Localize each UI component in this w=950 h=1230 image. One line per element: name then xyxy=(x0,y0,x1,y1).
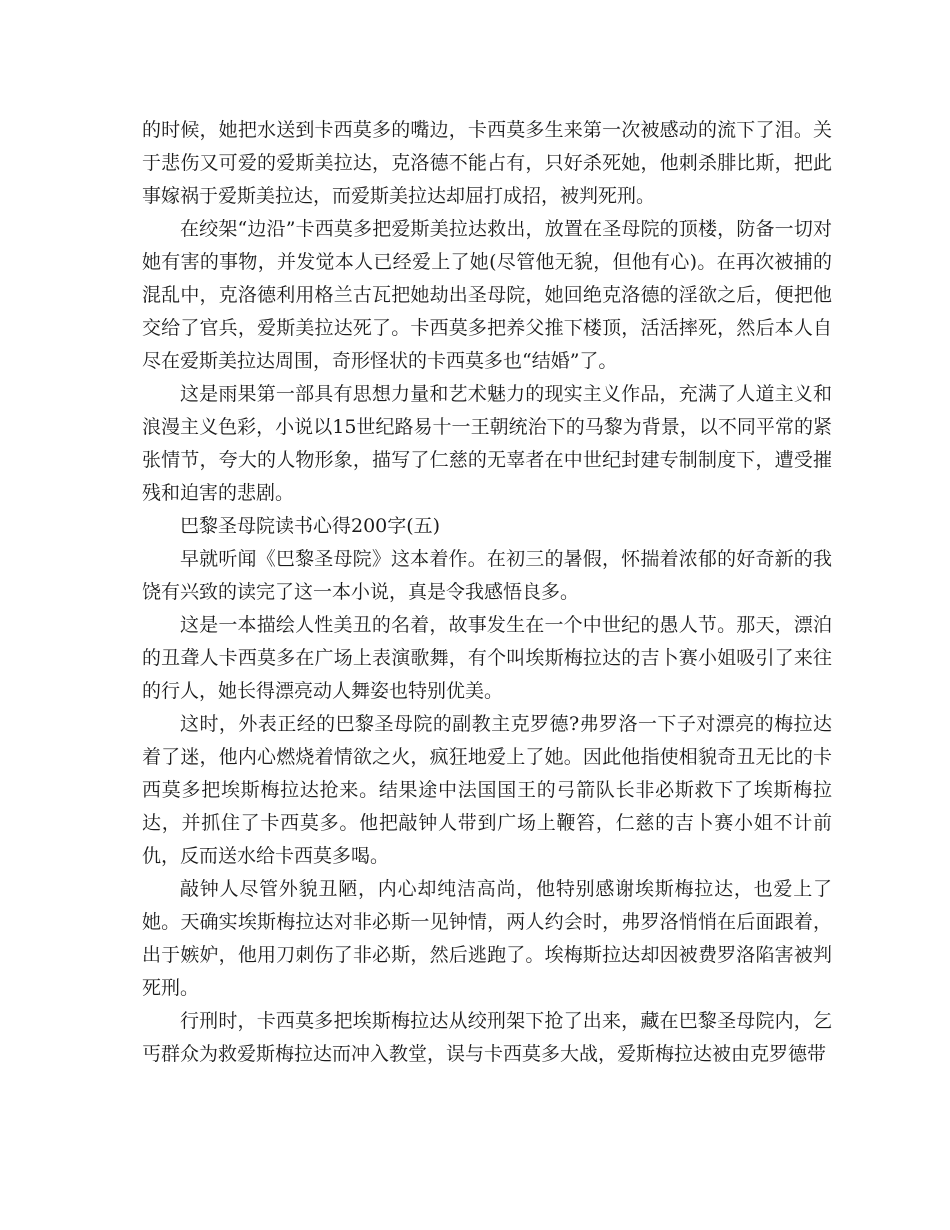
paragraph-frollo: 这时，外表正经的巴黎圣母院的副教主克罗德?弗罗洛一下子对漂亮的梅拉达着了迷，他内心燃烧着情欲之火，疯狂地爱上了她。因此他指使相貌奇丑无比的卡西莫多把埃斯梅拉达抢来。结果途中法国国王的弓箭队长非必斯救下了埃斯梅拉达，并抓住了卡西莫多。他把敲钟人带到广场上鞭笞，仁慈的吉卜赛小姐不计前仇，反而送水给卡西莫多喝。 xyxy=(142,713,832,867)
paragraph-rescue: 在绞架“边沿”卡西莫多把爱斯美拉达救出，放置在圣母院的顶楼，防备一切对她有害的事物，并发觉本人已经爱上了她(尽管他无貌，但他有心)。在再次被捕的混乱中，克洛德利用格兰古瓦把她劫出圣母院，她回绝克洛德的淫欲之后，便把他交给了官兵，爱斯美拉达死了。卡西莫多把养父推下楼顶，活活摔死，然后本人自尽在爱斯美拉达周围，奇形怪状的卡西莫多也“结婚”了。 xyxy=(142,218,832,372)
paragraph-continuation: 的时候，她把水送到卡西莫多的嘴边，卡西莫多生来第一次被感动的流下了泪。关于悲伤又可爱的爱斯美拉达，克洛德不能占有，只好杀死她，他刺杀腓比斯，把此事嫁祸于爱斯美拉达，而爱斯美拉达却屈打成招，被判死刑。 xyxy=(142,119,832,207)
paragraph-execution: 行刑时，卡西莫多把埃斯梅拉达从绞刑架下抢了出来，藏在巴黎圣母院内，乞丐群众为救爱斯梅拉达而冲入教堂，误与卡西莫多大战，爱斯梅拉达被由克罗德带 xyxy=(142,1010,832,1065)
paragraph-story-start: 这是一本描绘人性美丑的名着，故事发生在一个中世纪的愚人节。那天，漂泊的丑聋人卡西莫多在广场上表演歌舞，有个叫埃斯梅拉达的吉卜赛小姐吸引了来往的行人，她长得漂亮动人舞姿也特别优美。 xyxy=(142,614,832,702)
paragraph-bellringer: 敲钟人尽管外貌丑陋，内心却纯洁高尚，他特别感谢埃斯梅拉达，也爱上了她。天确实埃斯梅拉达对非必斯一见钟情，两人约会时，弗罗洛悄悄在后面跟着，出于嫉妒，他用刀刺伤了非必斯，然后逃跑了。埃梅斯拉达却因被费罗洛陷害被判死刑。 xyxy=(142,878,832,999)
document-page xyxy=(142,114,832,1071)
section-heading: 巴黎圣母院读书心得200字(五) xyxy=(180,515,441,537)
paragraph-summary: 这是雨果第一部具有思想力量和艺术魅力的现实主义作品，充满了人道主义和浪漫主义色彩，小说以15世纪路易十一王朝统治下的马黎为背景，以不同平常的紧张情节，夸大的人物形象，描写了仁慈的无辜者在中世纪封建专制制度下，遭受摧残和迫害的悲剧。 xyxy=(142,383,832,504)
paragraph-intro: 早就听闻《巴黎圣母院》这本着作。在初三的暑假，怀揣着浓郁的好奇新的我饶有兴致的读完了这一本小说，真是令我感悟良多。 xyxy=(142,548,832,603)
